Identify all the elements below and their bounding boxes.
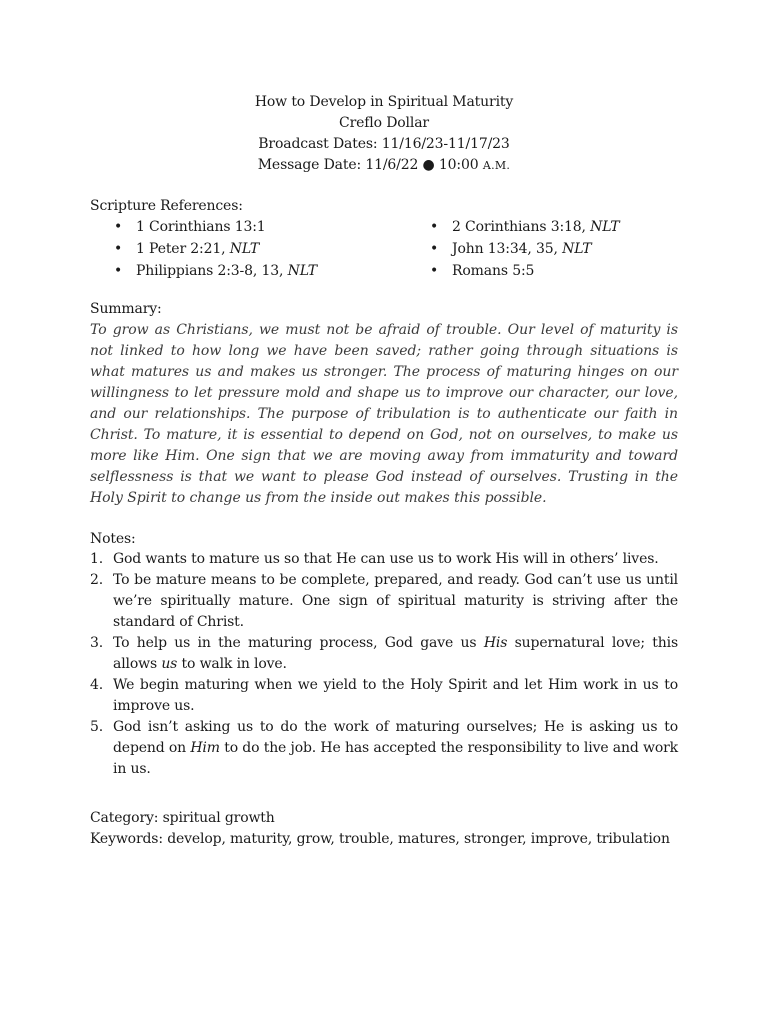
category-line: Category: spiritual growth	[90, 810, 275, 826]
note-number: 1.	[90, 551, 104, 568]
note-item	[90, 717, 678, 780]
scripture-reference	[90, 260, 406, 282]
scripture-ref-text: Philippians 2:3-8, 13,	[136, 263, 288, 280]
note-text: to do the job. He has accepted the responsibility to live and work in us.	[113, 739, 678, 777]
note-text: to walk in love.	[177, 655, 287, 672]
bible-version: NLT	[287, 263, 317, 280]
note-text: We begin maturing when we yield to the Holy Spirit and let Him work in us to improve us.	[113, 676, 678, 714]
scripture-reference	[406, 216, 619, 238]
scripture-ref-text: John 13:34, 35,	[452, 241, 563, 258]
note-item	[90, 570, 678, 633]
summary-label: Summary:	[90, 301, 162, 318]
note-text: To be mature means to be complete, prepared, and ready. God can’t use us until we’re spiritually mature. One sign of spiritual maturity is striving after the standard of Christ.	[113, 572, 678, 631]
scripture-column-left	[90, 216, 406, 282]
document-page	[90, 92, 678, 779]
broadcast-dates: Broadcast Dates: 11/16/23-11/17/23	[258, 135, 510, 152]
document-footer	[90, 808, 670, 850]
message-date	[90, 155, 678, 176]
scripture-label: Scripture References:	[90, 197, 243, 214]
note-item	[90, 633, 678, 675]
scripture-list	[90, 216, 678, 282]
notes-list	[90, 549, 678, 779]
note-emphasis: us	[161, 655, 178, 672]
note-emphasis: Him	[190, 739, 220, 756]
scripture-reference	[90, 238, 406, 260]
note-number: 2.	[90, 572, 104, 589]
speaker-name: Creflo Dollar	[339, 114, 429, 131]
bible-version: NLT	[229, 241, 260, 258]
scripture-reference	[406, 260, 619, 282]
notes-label: Notes:	[90, 530, 136, 547]
note-number: 4.	[90, 676, 104, 693]
scripture-ref-text: 2 Corinthians 3:18,	[452, 219, 591, 236]
message-time-suffix: A.M.	[482, 158, 511, 172]
bible-version: NLT	[590, 219, 620, 236]
note-text: To help us in the maturing process, God gave us	[113, 635, 484, 652]
note-text: God isn’t asking us to do the work of maturing ourselves; He is asking us to depend on	[113, 718, 678, 756]
note-item	[90, 549, 678, 570]
scripture-ref-text: Romans 5:5	[452, 263, 535, 280]
document-title: How to Develop in Spiritual Maturity	[254, 94, 514, 110]
scripture-ref-text: 1 Peter 2:21,	[136, 241, 230, 258]
note-number: 3.	[90, 635, 104, 652]
summary-text: To grow as Christians, we must not be afraid of trouble. Our level of maturity is not linked to how long we have been saved; rather going through situations is what matures us and makes us stronger. The process of maturing hinges on our willingness to let pressure mold and shape us to improve our character, our love, and our relationships. The purpose of tribulation is to authenticate our faith in Christ. To mature, it is essential to depend on God, not on ourselves, to make us more like Him. One sign that we are moving away from immaturity and toward selflessness is that we want to please God instead of ourselves. Trusting in the Holy Spirit to change us from the inside out makes this possible.	[90, 322, 678, 506]
bible-version: NLT	[562, 241, 592, 258]
document-header	[90, 92, 678, 176]
keywords-line: Keywords: develop, maturity, grow, trouble, matures, stronger, improve, tribulation	[90, 830, 670, 847]
scripture-reference	[406, 238, 619, 260]
note-emphasis: His	[483, 635, 508, 652]
message-date-text: Message Date: 11/6/22 ● 10:00	[257, 156, 483, 173]
scripture-reference	[90, 216, 406, 238]
note-item	[90, 675, 678, 717]
scripture-ref-text: 1 Corinthians 13:1	[136, 219, 266, 236]
note-text: supernatural love; this allows	[113, 635, 678, 672]
note-number: 5.	[90, 718, 104, 735]
scripture-column-right	[406, 216, 619, 282]
note-text: God wants to mature us so that He can use us to work His will in others’ lives.	[113, 551, 659, 568]
